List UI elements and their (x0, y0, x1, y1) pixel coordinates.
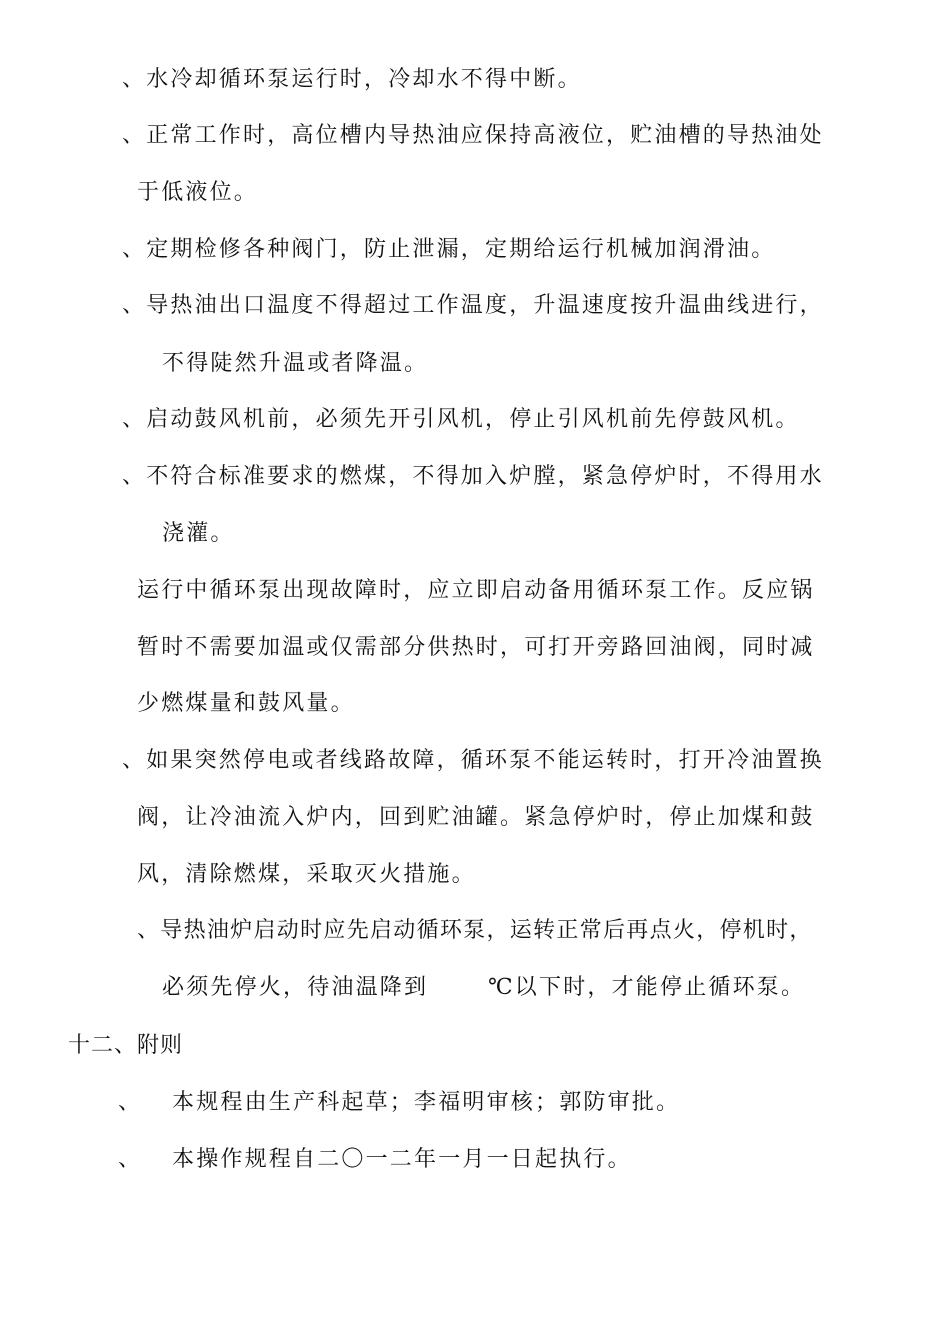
rule-item-startup-sequence-cont-b: ℃以下时，才能停止循环泵。 (488, 975, 806, 1000)
rule-item-startup-sequence-cont-a: 必须先停火，待油温降到 (162, 975, 429, 1000)
rule-item-outlet-temperature: 、导热油出口温度不得超过工作温度，升温速度按升温曲线进行， (122, 293, 824, 318)
rule-item-valve-maintenance: 、定期检修各种阀门，防止泄漏，定期给运行机械加润滑油。 (122, 237, 776, 262)
appendix-item-1-marker: 、 (118, 1090, 143, 1115)
rule-item-coal-standard: 、不符合标准要求的燃煤，不得加入炉膛，紧急停炉时，不得用水 (122, 464, 824, 489)
rule-item-pump-failure-cont-2: 少燃煤量和鼓风量。 (137, 691, 355, 716)
rule-item-oil-level-cont: 于低液位。 (137, 180, 259, 205)
rule-item-pump-failure-cont-1: 暂时不需要加温或仅需部分供热时，可打开旁路回油阀，同时减 (137, 635, 815, 660)
appendix-item-2-text: 本操作规程自二〇一二年一月一日起执行。 (172, 1147, 632, 1172)
rule-item-pump-failure: 运行中循环泵出现故障时，应立即启动备用循环泵工作。反应锅 (137, 578, 815, 603)
appendix-item-1-text: 本规程由生产科起草；李福明审核；郭防审批。 (172, 1090, 681, 1115)
rule-item-coal-standard-cont: 浇灌。 (162, 521, 235, 546)
appendix-item-2-marker: 、 (118, 1147, 143, 1172)
rule-item-power-failure: 、如果突然停电或者线路故障，循环泵不能运转时，打开冷油置换 (122, 748, 824, 773)
rule-item-oil-level: 、正常工作时，高位槽内导热油应保持高液位，贮油槽的导热油处 (122, 123, 824, 148)
section-heading-appendix: 十二、附则 (68, 1033, 184, 1058)
rule-item-water-cooling-pump: 、水冷却循环泵运行时，冷却水不得中断。 (122, 67, 582, 92)
rule-item-startup-sequence: 、导热油炉启动时应先启动循环泵，运转正常后再点火，停机时， (137, 918, 813, 943)
rule-item-blower-fan: 、启动鼓风机前，必须先开引风机，停止引风机前先停鼓风机。 (122, 407, 800, 432)
rule-item-power-failure-cont-2: 风，清除燃煤，采取灭火措施。 (137, 862, 476, 887)
rule-item-outlet-temperature-cont: 不得陡然升温或者降温。 (162, 351, 429, 376)
rule-item-power-failure-cont-1: 阀，让冷油流入炉内，回到贮油罐。紧急停炉时，停止加煤和鼓 (137, 805, 815, 830)
